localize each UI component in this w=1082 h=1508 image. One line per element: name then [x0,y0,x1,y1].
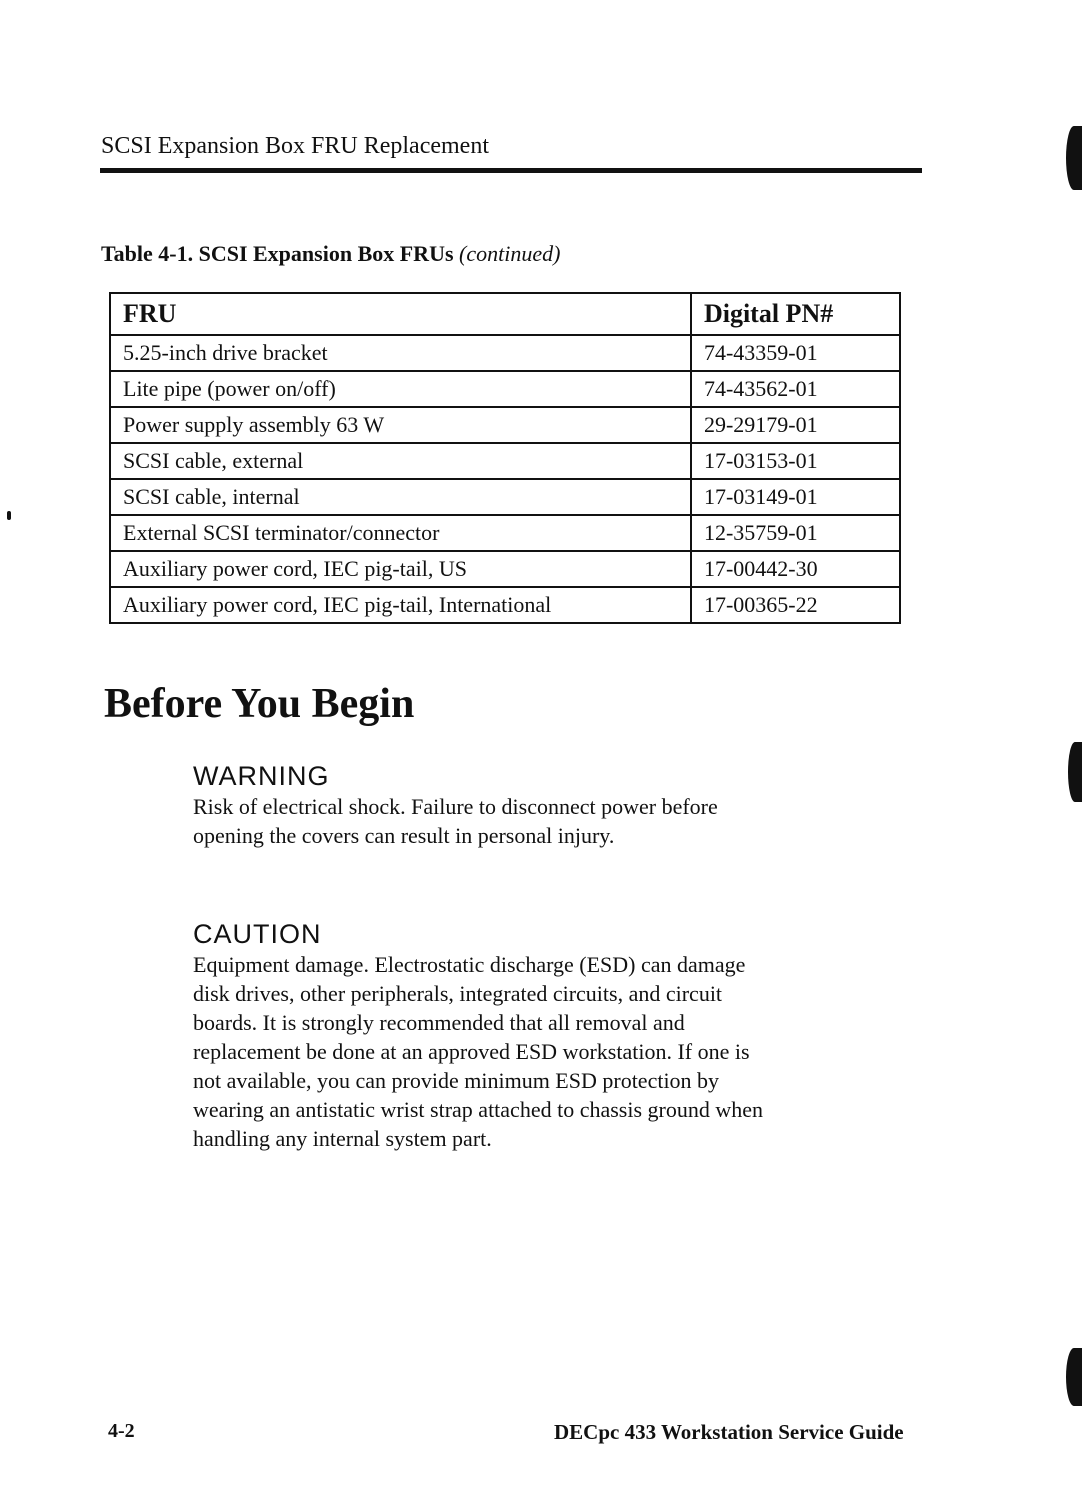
warning-body: Risk of electrical shock. Failure to disconnect power before opening the covers can result in personal injury. [193,794,718,848]
part-number-cell: 17-03153-01 [691,443,900,479]
table-row [110,335,900,371]
warning-title: WARNING [193,761,330,791]
margin-mark-middle [1068,742,1082,802]
running-header: SCSI Expansion Box FRU Replacement [101,133,489,159]
part-number-cell: 17-00365-22 [691,587,900,623]
part-number-cell: 74-43359-01 [691,335,900,371]
table-row [110,407,900,443]
table-row [110,443,900,479]
table-caption [101,240,560,268]
part-number-cell: 74-43562-01 [691,371,900,407]
column-header-part-number: Digital PN# [691,293,900,335]
table-caption-label: Table 4-1. SCSI Expansion Box FRUs [101,241,454,266]
margin-mark-top [1066,126,1082,190]
table-caption-suffix: (continued) [459,241,561,266]
page-number: 4-2 [108,1420,135,1442]
margin-dot [7,511,11,520]
fru-cell: SCSI cable, internal [110,479,691,515]
margin-mark-bottom [1066,1348,1082,1406]
fru-cell: Auxiliary power cord, IEC pig-tail, US [110,551,691,587]
fru-cell: Lite pipe (power on/off) [110,371,691,407]
table-header-row [110,293,900,335]
fru-cell: 5.25-inch drive bracket [110,335,691,371]
column-header-fru: FRU [110,293,691,335]
table-row [110,371,900,407]
warning-notice [193,760,793,850]
section-title: Before You Begin [104,681,415,727]
fru-cell: SCSI cable, external [110,443,691,479]
fru-cell: Auxiliary power cord, IEC pig-tail, International [110,587,691,623]
part-number-cell: 17-03149-01 [691,479,900,515]
caution-body: Equipment damage. Electrostatic discharge (ESD) can damage disk drives, other peripherals, integrated circuits, and circuit boards. It is strongly recommended that all removal and replacement be done at an approved ESD workstation. If one is not available, you can provide minimum ESD protection by wearing an antistatic wrist strap attached to chassis ground when handling any internal system part. [193,952,764,1151]
caution-notice [193,918,793,1153]
fru-cell: External SCSI terminator/connector [110,515,691,551]
table-row [110,479,900,515]
caution-title: CAUTION [193,919,322,949]
part-number-cell: 17-00442-30 [691,551,900,587]
fru-cell: Power supply assembly 63 W [110,407,691,443]
part-number-cell: 12-35759-01 [691,515,900,551]
table-row [110,587,900,623]
fru-table [109,292,901,624]
header-rule [100,168,922,173]
footer-guide-title: DECpc 433 Workstation Service Guide [554,1420,904,1444]
part-number-cell: 29-29179-01 [691,407,900,443]
table-row [110,515,900,551]
table-row [110,551,900,587]
